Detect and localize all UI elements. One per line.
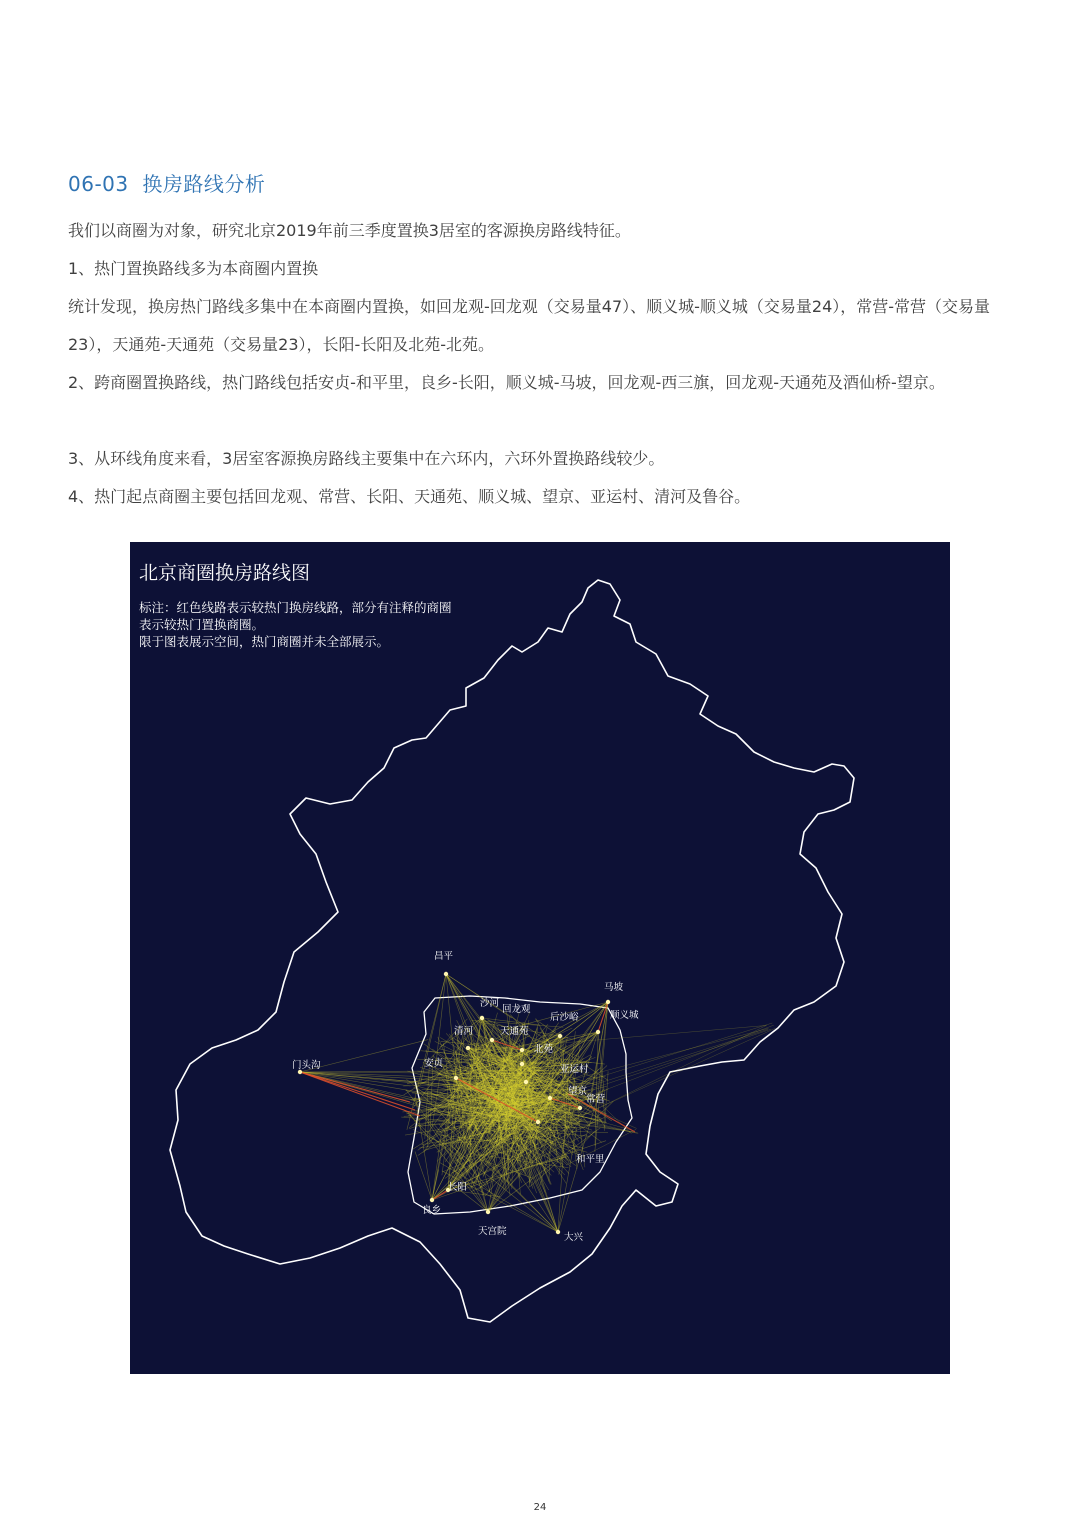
district-marker	[536, 1120, 540, 1124]
district-label: 清河	[454, 1026, 474, 1037]
route-line	[300, 1072, 420, 1116]
route-line	[415, 1152, 432, 1201]
section-number: 06-03	[68, 172, 129, 196]
paragraph-intro: 我们以商圈为对象，研究北京2019年前三季度置换3居室的客源换房路线特征。	[68, 221, 631, 240]
paragraph-point-1-detail: 统计发现，换房热门路线多集中在本商圈内置换，如回龙观-回龙观（交易量47）、顺义城-顺义城（交易量24），常营-常营（交易量23），天通苑-天通苑（交易量23），长阳-长阳及北苑-北苑。	[68, 297, 991, 354]
district-label: 马坡	[604, 982, 624, 993]
district-label: 沙河	[480, 998, 500, 1009]
district-marker	[444, 972, 448, 976]
route-map-canvas	[130, 542, 950, 1374]
district-label: 天宫院	[478, 1226, 507, 1237]
map-legend-note	[139, 599, 519, 650]
district-label: 昌平	[434, 951, 454, 962]
map-title: 北京商圈换房路线图	[139, 562, 311, 584]
route-line	[572, 1023, 773, 1086]
district-marker	[548, 1096, 552, 1100]
route-line	[415, 1097, 432, 1200]
route-line	[436, 974, 447, 1068]
paragraph-point-4: 4、热门起点商圈主要包括回龙观、常营、长阳、天通苑、顺义城、望京、亚运村、清河及鲁谷。	[68, 487, 751, 506]
district-label: 和平里	[576, 1154, 605, 1165]
section-heading	[68, 168, 265, 197]
district-marker	[578, 1106, 582, 1110]
paragraph-point-3: 3、从环线角度来看，3居室客源换房路线主要集中在六环内，六环外置换路线较少。	[68, 449, 665, 468]
district-marker	[524, 1080, 528, 1084]
district-label: 北苑	[534, 1044, 554, 1055]
section-title: 换房路线分析	[142, 172, 266, 196]
beijing-boundary	[170, 580, 854, 1322]
map-note-line: 限于图表展示空间，热门商圈并未全部展示。	[139, 634, 390, 649]
district-marker	[430, 1198, 434, 1202]
district-label: 大兴	[564, 1232, 584, 1243]
district-marker	[520, 1062, 524, 1066]
district-label: 常营	[586, 1094, 606, 1105]
district-label: 良乡	[422, 1205, 442, 1216]
district-label: 长阳	[448, 1182, 468, 1193]
district-marker	[520, 1048, 524, 1052]
district-marker	[556, 1230, 560, 1234]
map-note-line: 标注：红色线路表示较热门换房线路，部分有注释的商圈	[139, 600, 452, 615]
page-number: 24	[533, 1502, 547, 1513]
district-marker	[596, 1030, 600, 1034]
district-label: 门头沟	[292, 1060, 321, 1071]
district-marker	[486, 1210, 490, 1214]
district-label: 望京	[568, 1086, 588, 1097]
paragraph-point-2: 2、跨商圈置换路线，热门路线包括安贞-和平里，良乡-长阳，顺义城-马坡，回龙观-西三旗，回龙观-天通苑及酒仙桥-望京。	[68, 373, 945, 392]
district-marker	[454, 1076, 458, 1080]
district-label: 顺义城	[610, 1010, 639, 1021]
district-marker	[466, 1046, 470, 1050]
route-map	[130, 542, 950, 1374]
district-label: 回龙观	[502, 1004, 531, 1015]
district-marker	[606, 1000, 610, 1004]
district-label: 天通苑	[500, 1026, 529, 1037]
district-label: 亚运村	[560, 1064, 589, 1075]
route-lines	[298, 972, 776, 1234]
district-marker	[558, 1034, 562, 1038]
paragraph-point-1: 1、热门置换路线多为本商圈内置换	[68, 259, 319, 278]
district-label: 后沙峪	[550, 1012, 579, 1023]
district-label: 安贞	[424, 1058, 444, 1069]
map-note-line: 表示较热门置换商圈。	[139, 617, 265, 632]
district-marker	[490, 1038, 494, 1042]
district-marker	[480, 1016, 484, 1020]
